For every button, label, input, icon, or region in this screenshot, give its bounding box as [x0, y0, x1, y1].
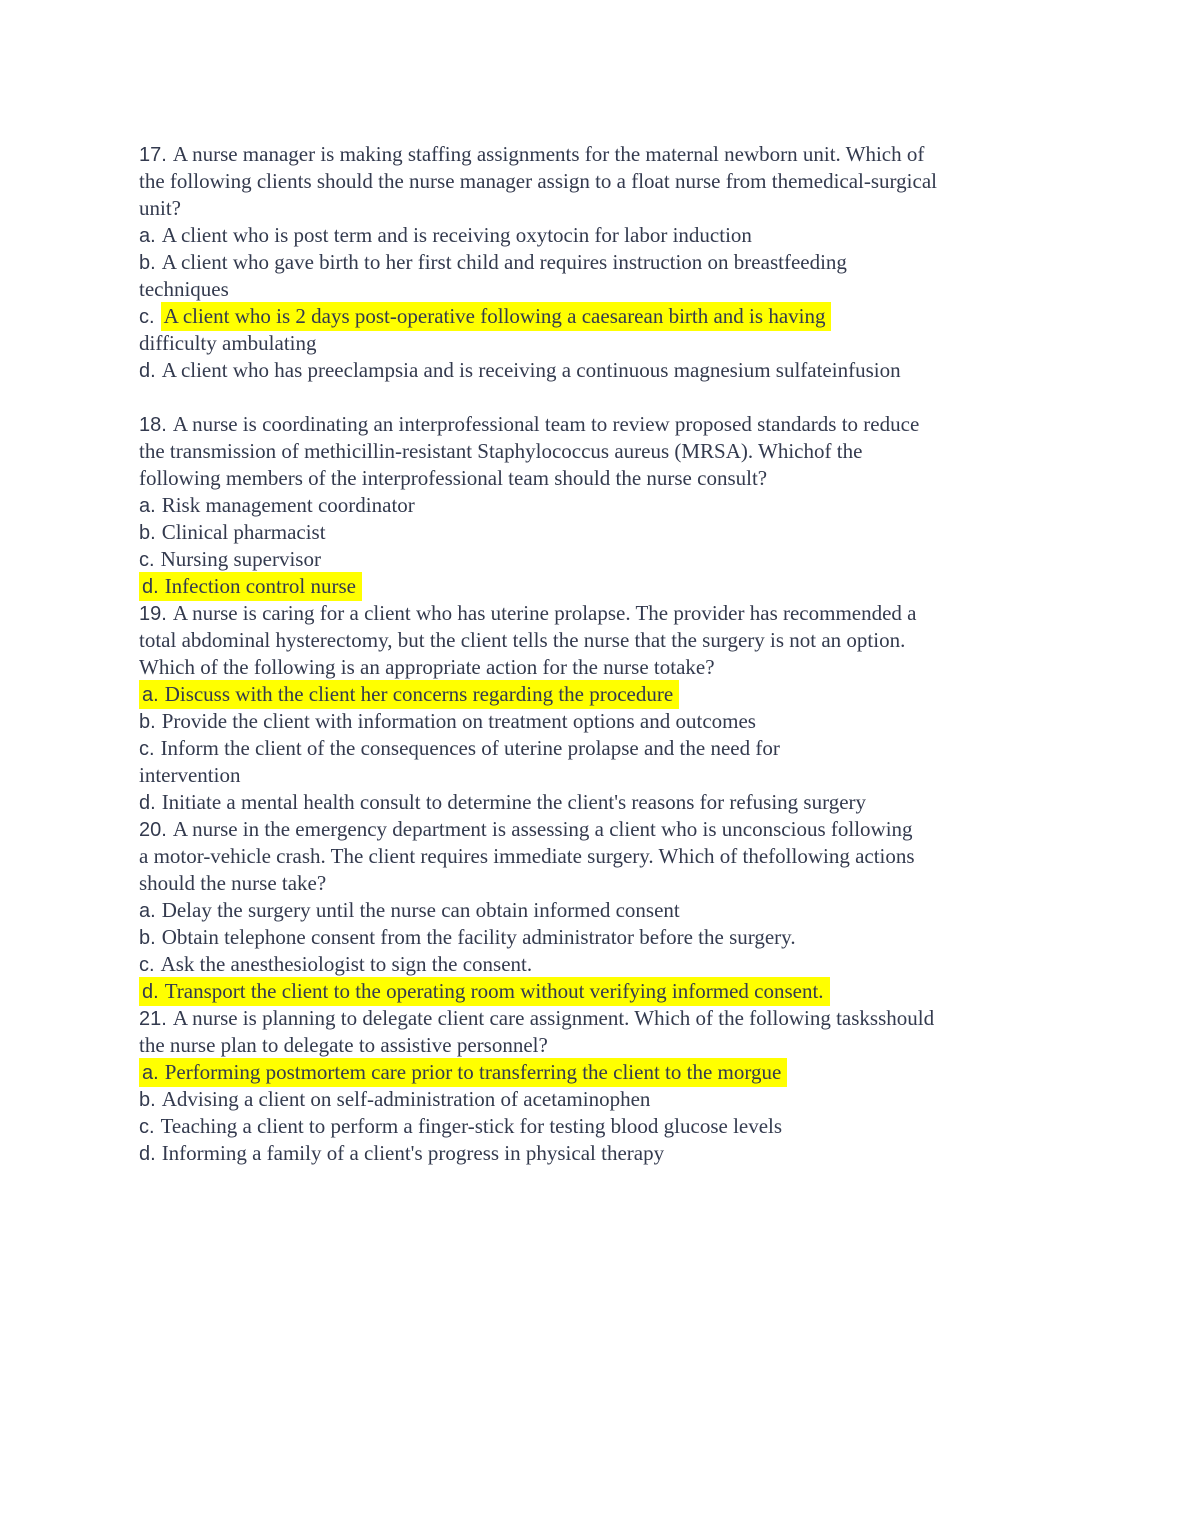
option-marker: b.	[139, 711, 156, 733]
line-text: A client who has preeclampsia and is receiving a continuous magnesium sulfateinfusion	[161, 358, 901, 382]
question-line	[139, 1086, 1055, 1113]
line-text: A client who is 2 days post-operative following a caesarean birth and is having	[163, 304, 826, 328]
line-text: Initiate a mental health consult to determine the client's reasons for refusing surgery	[161, 790, 867, 814]
line-text: should the nurse take?	[139, 871, 327, 895]
question-number: 20.	[139, 819, 167, 841]
question-line	[139, 654, 1055, 681]
question-line	[139, 735, 1055, 762]
line-text: intervention	[139, 763, 241, 787]
option-marker: c.	[139, 549, 155, 571]
line-text: the transmission of methicillin-resistant Staphylococcus aureus (MRSA). Whichof the	[139, 439, 863, 463]
line-text: A client who gave birth to her first child and requires instruction on breastfeeding	[161, 250, 847, 274]
question-line	[139, 1032, 1055, 1059]
question-line	[139, 492, 1055, 519]
option-marker: d.	[139, 360, 156, 382]
question-line	[139, 708, 1055, 735]
question-line	[139, 924, 1055, 951]
question-line	[139, 951, 1055, 978]
question-line	[139, 897, 1055, 924]
line-text: the nurse plan to delegate to assistive personnel?	[139, 1033, 548, 1057]
option-marker: c.	[139, 954, 155, 976]
question-line	[139, 249, 1055, 276]
option-marker: d.	[139, 1143, 156, 1165]
option-marker: c.	[139, 306, 155, 328]
option-marker: a.	[142, 1062, 159, 1084]
question-19	[139, 600, 1055, 816]
line-text: following members of the interprofessional team should the nurse consult?	[139, 466, 768, 490]
line-text: Discuss with the client her concerns regarding the procedure	[164, 682, 674, 706]
questions-content	[139, 141, 1055, 1167]
line-text: Which of the following is an appropriate action for the nurse totake?	[139, 655, 715, 679]
line-text: techniques	[139, 277, 229, 301]
option-marker: b.	[139, 522, 156, 544]
question-line	[139, 1113, 1055, 1140]
question-line	[139, 222, 1055, 249]
line-text: total abdominal hysterectomy, but the client tells the nurse that the surgery is not an option.	[139, 628, 906, 652]
question-line	[139, 276, 1055, 303]
question-line	[139, 330, 1055, 357]
answer-highlight	[139, 1058, 787, 1087]
question-line	[139, 978, 1055, 1005]
question-number: 21.	[139, 1008, 167, 1030]
line-text: A nurse in the emergency department is assessing a client who is unconscious following	[172, 817, 913, 841]
question-line	[139, 762, 1055, 789]
answer-highlight	[139, 572, 362, 601]
line-text: Performing postmortem care prior to transferring the client to the morgue	[164, 1060, 782, 1084]
question-line	[139, 1005, 1055, 1032]
question-line	[139, 816, 1055, 843]
line-text: A nurse is planning to delegate client care assignment. Which of the following tasksshould	[172, 1006, 935, 1030]
answer-highlight	[139, 977, 830, 1006]
line-text: A nurse is coordinating an interprofessional team to review proposed standards to reduce	[172, 412, 920, 436]
question-line	[139, 303, 1055, 330]
line-text: Nursing supervisor	[160, 547, 321, 571]
line-text: unit?	[139, 196, 181, 220]
question-20	[139, 816, 1055, 1005]
option-marker: c.	[139, 1116, 155, 1138]
question-number: 17.	[139, 144, 167, 166]
question-line	[139, 357, 1055, 384]
line-text: Obtain telephone consent from the facility administrator before the surgery.	[161, 925, 796, 949]
line-text: Provide the client with information on treatment options and outcomes	[161, 709, 756, 733]
line-text: Clinical pharmacist	[161, 520, 326, 544]
line-text: Informing a family of a client's progress in physical therapy	[161, 1141, 665, 1165]
line-text: difficulty ambulating	[139, 331, 317, 355]
question-line	[139, 843, 1055, 870]
question-number: 19.	[139, 603, 167, 625]
question-18	[139, 411, 1055, 600]
option-marker: a.	[142, 684, 159, 706]
option-marker: c.	[139, 738, 155, 760]
question-line	[139, 546, 1055, 573]
question-line	[139, 870, 1055, 897]
question-21	[139, 1005, 1055, 1167]
question-line	[139, 438, 1055, 465]
option-marker: a.	[139, 495, 156, 517]
option-marker: a.	[139, 225, 156, 247]
option-marker: d.	[142, 981, 159, 1003]
line-text: A nurse manager is making staffing assignments for the maternal newborn unit. Which of	[172, 142, 925, 166]
question-line	[139, 519, 1055, 546]
question-line	[139, 681, 1055, 708]
line-text: Infection control nurse	[164, 574, 356, 598]
line-text: a motor-vehicle crash. The client requires immediate surgery. Which of thefollowing actions	[139, 844, 915, 868]
answer-highlight	[161, 302, 832, 331]
option-marker: a.	[139, 900, 156, 922]
option-marker: b.	[139, 1089, 156, 1111]
question-line	[139, 465, 1055, 492]
line-text: Transport the client to the operating room without verifying informed consent.	[164, 979, 824, 1003]
question-line	[139, 789, 1055, 816]
question-line	[139, 411, 1055, 438]
line-text: the following clients should the nurse manager assign to a float nurse from themedical-surgical	[139, 169, 937, 193]
option-marker: b.	[139, 252, 156, 274]
option-marker: d.	[142, 576, 159, 598]
answer-highlight	[139, 680, 679, 709]
line-text: Ask the anesthesiologist to sign the consent.	[160, 952, 533, 976]
question-17	[139, 141, 1055, 384]
line-text: Teaching a client to perform a finger-stick for testing blood glucose levels	[160, 1114, 783, 1138]
line-text: A client who is post term and is receiving oxytocin for labor induction	[161, 223, 752, 247]
question-number: 18.	[139, 414, 167, 436]
line-text: Advising a client on self-administration of acetaminophen	[161, 1087, 651, 1111]
question-line	[139, 168, 1055, 195]
question-line	[139, 141, 1055, 168]
question-line	[139, 1059, 1055, 1086]
option-marker: d.	[139, 792, 156, 814]
line-text: Inform the client of the consequences of uterine prolapse and the need for	[160, 736, 780, 760]
question-line	[139, 627, 1055, 654]
line-text: A nurse is caring for a client who has uterine prolapse. The provider has recommended a	[172, 601, 917, 625]
line-text: Risk management coordinator	[161, 493, 415, 517]
question-line	[139, 573, 1055, 600]
question-line	[139, 600, 1055, 627]
paragraph-gap	[139, 384, 1055, 411]
question-line	[139, 195, 1055, 222]
option-marker: b.	[139, 927, 156, 949]
question-line	[139, 1140, 1055, 1167]
line-text: Delay the surgery until the nurse can obtain informed consent	[161, 898, 680, 922]
